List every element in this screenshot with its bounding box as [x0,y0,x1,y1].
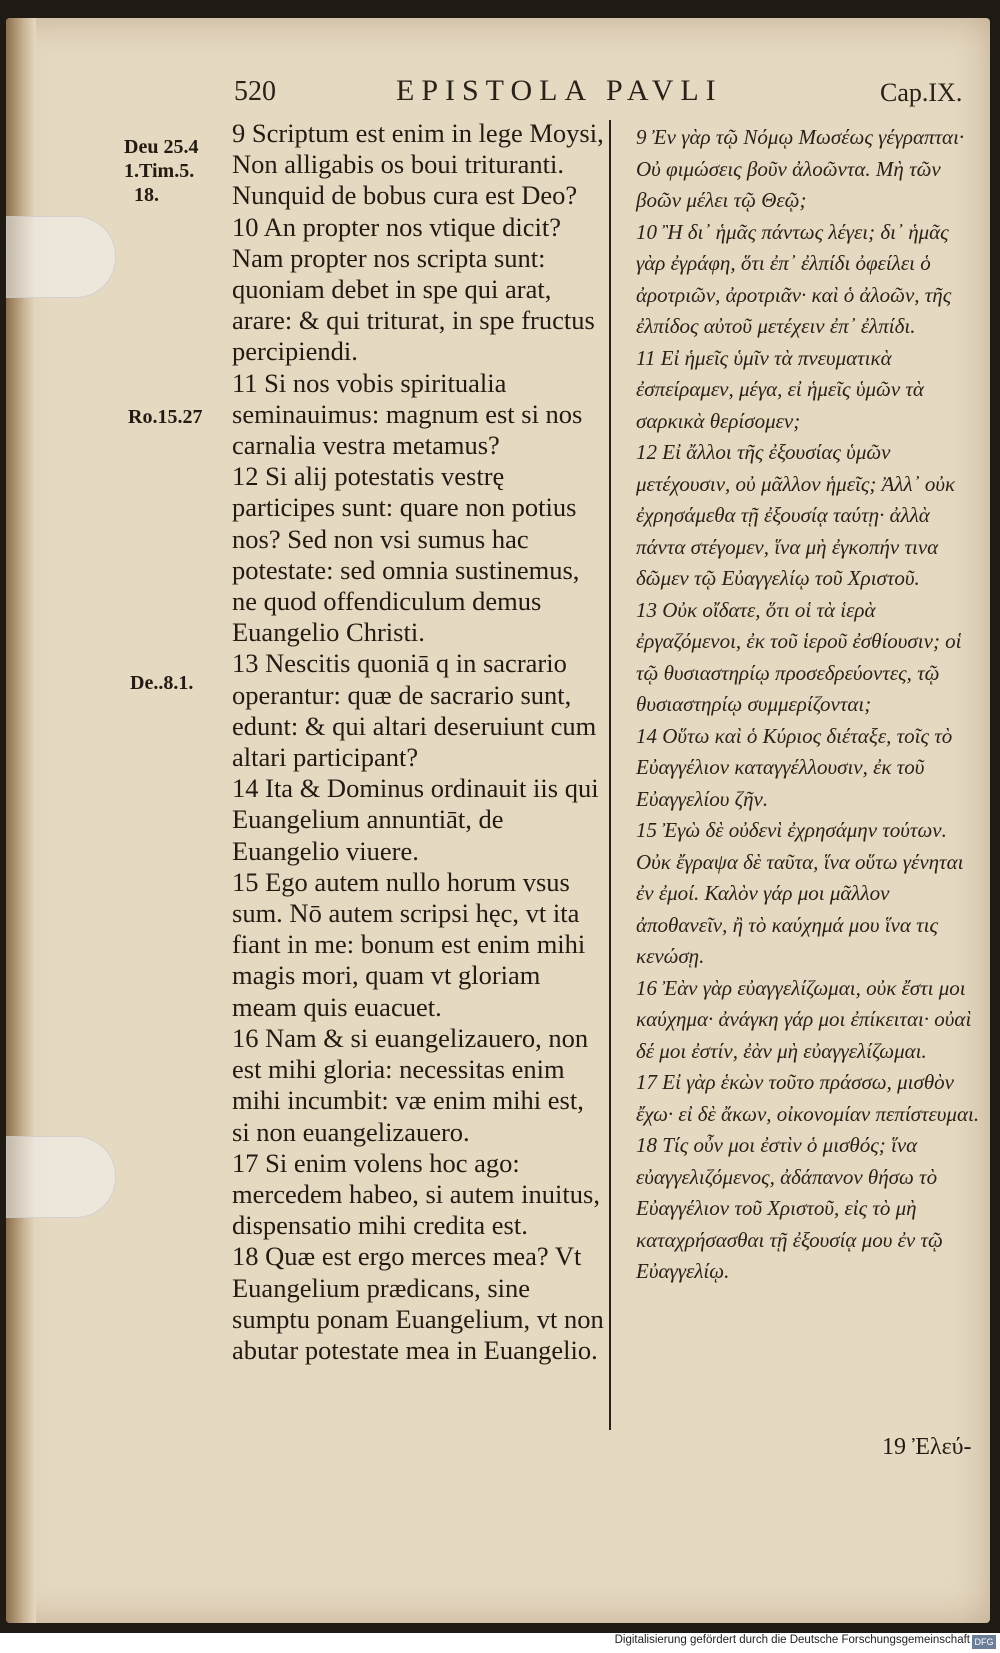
greek-verse: 12 Εἰ ἄλλοι τῆς ἐξουσίας ὑμῶν μετέχουσιν, οὐ μᾶλλον ἡμεῖς; Ἀλλ᾽ οὐκ ἐχρησάμεθα τῇ ἐξουσίᾳ ταύτῃ· ἀλλὰ πάντα στέγομεν, ἵνα μὴ ἐγκοπήν τινα δῶμεν τῷ Εὐαγγελίῳ τοῦ Χριστοῦ. [636,440,956,590]
latin-verse: 16 Nam & si euangelizauero, non est mihi gloria: necessitas enim mihi incumbit: væ enim mihi est, si non euangelizauero. [232,1022,589,1147]
latin-verse: 14 Ita & Dominus ordinauit iis qui Euangelium annuntiāt, de Euangelio viuere. [232,773,599,866]
latin-verse: 13 Nescitis quoniā q in sacrario operantur: quæ de sacrario sunt, edunt: & qui altari deseruiunt cum altari participant? [232,648,597,773]
latin-verse: 9 Scriptum est enim in lege Moysi, Non alligabis os boui trituranti. Nunquid de bobus cura est Deo? [232,118,604,211]
dfg-logo: DFG [972,1635,996,1649]
margin-note: 1.Tim.5. [124,160,195,182]
greek-verse: 14 Οὕτω καὶ ὁ Κύριος διέταξε, τοῖς τὸ Εὐαγγέλιον καταγγέλλουσιν, ἐκ τοῦ Εὐαγγελίου ζῆν. [636,723,953,811]
greek-verse: 10 Ἢ δι᾽ ἡμᾶς πάντως λέγει; δι᾽ ἡμᾶς γὰρ ἐγράφη, ὅτι ἐπ᾽ ἐλπίδι ὀφείλει ὁ ἀροτριῶν, ἀροτριᾶν· καὶ ὁ ἀλοῶν, τῆς ἐλπίδος αὐτοῦ μετέχειν ἐπ᾽ ἐλπίδι. [636,219,952,338]
page-header [6,76,990,116]
latin-verse: 12 Si alij potestatis vestrę participes sunt: quare non potius nos? Sed non vsi sumus hac potestate: sed omnia sustinemus, ne quod offendiculum demus Euangelio Christi. [232,461,580,648]
greek-verse: 13 Οὐκ οἴδατε, ὅτι οἱ τὰ ἱερὰ ἐργαζόμενοι, ἐκ τοῦ ἱεροῦ ἐσθίουσιν; οἱ τῷ θυσιαστηρίῳ προσεδρεύοντες, τῷ θυσιαστηρίῳ συμμερίζονται; [636,597,962,716]
book-page [6,18,990,1623]
margin-note: De..8.1. [130,672,194,694]
margin-note: Deu 25.4 [124,136,199,158]
latin-column [232,118,604,1366]
column-divider [609,120,611,1430]
greek-verse: 17 Εἰ γὰρ ἑκὼν τοῦτο πράσσω, μισθὸν ἔχω· εἰ δὲ ἄκων, οἰκονομίαν πεπίστευμαι. [636,1070,980,1126]
greek-verse: 11 Εἰ ἡμεῖς ὑμῖν τὰ πνευματικὰ ἐσπείραμεν, μέγα, εἰ ἡμεῖς ὑμῶν τὰ σαρκικὰ θερίσομεν; [636,345,924,433]
latin-verse: 15 Ego autem nullo horum vsus sum. Nō autem scripsi hęc, vt ita fiant in me: bonum est enim mihi magis mori, quam vt gloriam meam quis euacuet. [232,866,586,1022]
running-title: EPISTOLA PAVLI [396,74,723,107]
latin-verse: 11 Si nos vobis spiritualia seminauimus: magnum est si nos carnalia vestra metamus? [232,367,583,461]
funding-notice: Digitalisierung gefördert durch die Deutsche Forschungsgemeinschaft [614,1634,970,1646]
margin-note: 18. [134,184,159,206]
greek-column [636,122,980,1288]
greek-verse: 18 Τίς οὖν μοι ἐστὶν ὁ μισθός; ἵνα εὐαγγελιζόμενος, ἀδάπανον θήσω τὸ Εὐαγγέλιον τοῦ Χριστοῦ, εἰς τὸ μὴ καταχρήσασθαι τῇ ἐξουσίᾳ μου ἐν τῷ Εὐαγγελίῳ. [636,1133,943,1283]
greek-verse: 9 Ἐν γὰρ τῷ Νόμῳ Μωσέως γέγραπται· Οὐ φιμώσεις βοῦν ἀλοῶντα. Μὴ τῶν βοῶν μέλει τῷ Θεῷ; [636,125,965,212]
greek-verse: 15 Ἐγὼ δὲ οὐδενὶ ἐχρησάμην τούτων. Οὐκ ἔγραψα δὲ ταῦτα, ἵνα οὕτω γένηται ἐν ἐμοί. Καλὸν γάρ μοι μᾶλλον ἀποθανεῖν, ἢ τὸ καύχημά μου ἵνα τις κενώσῃ. [636,818,964,968]
latin-verse: 17 Si enim volens hoc ago: mercedem habeo, si autem inuitus, dispensatio mihi credita est. [232,1147,600,1241]
chapter-label: Cap.IX. [880,78,963,107]
latin-verse: 10 An propter nos vtique dicit? Nam propter nos scripta sunt: quoniam debet in spe qui arat, arare: & qui triturat, in spe fructus percipiendi. [232,211,595,367]
bookmark-tab [6,216,116,298]
latin-verse: 18 Quæ est ergo merces mea? Vt Euangelium prædicans, sine sumptu ponam Euangelium, vt non abutar potestate mea in Euangelio. [232,1241,604,1365]
folio-number: 520 [234,76,276,107]
catchword: 19 Ἐλεύ- [882,1434,972,1460]
greek-verse: 16 Ἐὰν γὰρ εὐαγγελίζωμαι, οὐκ ἔστι μοι καύχημα· ἀνάγκη γάρ μοι ἐπίκειται· οὐαὶ δέ μοι ἐστίν, ἐὰν μὴ εὐαγγελίζωμαι. [636,975,972,1063]
margin-note: Ro.15.27 [128,406,203,428]
bookmark-tab [6,1136,116,1218]
